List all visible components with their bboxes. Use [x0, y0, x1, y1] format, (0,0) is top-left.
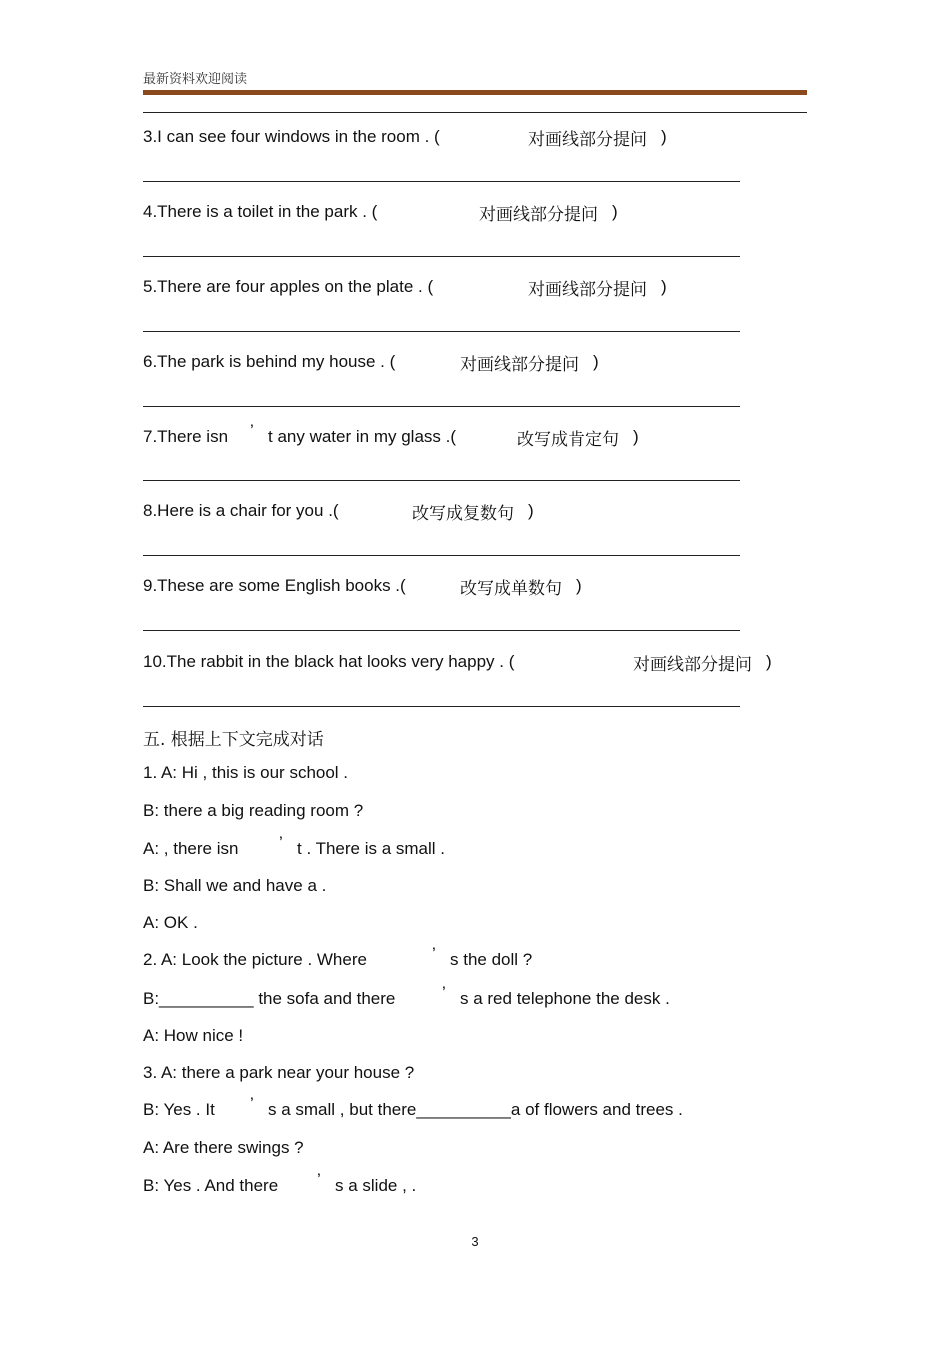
dialog-line-part-b: s the doll ? — [450, 950, 533, 969]
section-5-heading: 五. 根据上下文完成对话 — [143, 730, 324, 750]
dialog-apostrophe: ’ — [250, 1094, 254, 1113]
question-8-task: 改写成复数句 — [412, 504, 514, 524]
question-7-stem-a: 7.There isn — [143, 427, 229, 446]
page-header-text: 最新资料欢迎阅读 — [143, 71, 248, 86]
question-3-close: ) — [661, 127, 667, 146]
question-7-close: ) — [633, 427, 639, 446]
question-9-close: ) — [576, 576, 582, 595]
header-rule-thin — [143, 112, 807, 113]
question-7-stem-b: t any water in my glass .( — [268, 427, 457, 446]
dialog-line: B: there a big reading room ? — [143, 801, 364, 820]
dialog-apostrophe: ’ — [432, 944, 436, 963]
answer-line-5[interactable] — [143, 331, 740, 332]
question-10-task: 对画线部分提问 — [633, 655, 752, 675]
page-number: 3 — [471, 1234, 479, 1249]
question-7-task: 改写成肯定句 — [517, 430, 619, 450]
answer-line-4[interactable] — [143, 256, 740, 257]
dialog-line-part-b: s a slide , . — [335, 1176, 417, 1195]
question-10-close: ) — [766, 652, 772, 671]
dialog-line-part-b: t . There is a small . — [297, 839, 446, 858]
dialog-line-part-b: s a small , but there__________a of flowers and trees . — [268, 1100, 683, 1119]
question-10-stem: 10.The rabbit in the black hat looks very happy . ( — [143, 652, 515, 671]
dialog-apostrophe: ’ — [442, 983, 446, 1002]
question-4-stem: 4.There is a toilet in the park . ( — [143, 202, 378, 221]
answer-line-3[interactable] — [143, 181, 740, 182]
question-5-task: 对画线部分提问 — [528, 280, 647, 300]
question-5-close: ) — [661, 277, 667, 296]
answer-line-8[interactable] — [143, 555, 740, 556]
dialog-line-part-a: B: Yes . It — [143, 1100, 215, 1119]
dialog-line-part-a: B: Yes . And there — [143, 1176, 279, 1195]
dialog-line: A: OK . — [143, 913, 198, 932]
question-9-task: 改写成单数句 — [460, 579, 562, 599]
question-3-stem: 3.I can see four windows in the room . ( — [143, 127, 440, 146]
answer-line-6[interactable] — [143, 406, 740, 407]
question-4-task: 对画线部分提问 — [479, 205, 598, 225]
question-8-stem: 8.Here is a chair for you .( — [143, 501, 339, 520]
question-3-task: 对画线部分提问 — [528, 130, 647, 150]
question-6-close: ) — [593, 352, 599, 371]
dialog-line: A: Are there swings ? — [143, 1138, 304, 1157]
dialog-apostrophe: ’ — [279, 833, 283, 852]
question-7-apostrophe: ’ — [250, 421, 254, 440]
answer-line-10[interactable] — [143, 706, 740, 707]
dialog-line: 3. A: there a park near your house ? — [143, 1063, 415, 1082]
question-6-task: 对画线部分提问 — [460, 355, 579, 375]
question-4-close: ) — [612, 202, 618, 221]
dialog-line: A: How nice ! — [143, 1026, 244, 1045]
dialog-line-part-a: A: , there isn — [143, 839, 239, 858]
dialog-line: B: Shall we and have a . — [143, 876, 327, 895]
dialog-line-part-a: B:__________ the sofa and there — [143, 989, 396, 1008]
answer-line-9[interactable] — [143, 630, 740, 631]
dialog-line: 1. A: Hi , this is our school . — [143, 763, 349, 782]
dialog-apostrophe: ’ — [317, 1170, 321, 1189]
question-6-stem: 6.The park is behind my house . ( — [143, 352, 396, 371]
question-8-close: ) — [528, 501, 534, 520]
answer-line-7[interactable] — [143, 480, 740, 481]
question-5-stem: 5.There are four apples on the plate . ( — [143, 277, 434, 296]
question-9-stem: 9.These are some English books .( — [143, 576, 406, 595]
header-rule — [143, 90, 807, 95]
dialog-line-part-a: 2. A: Look the picture . Where — [143, 950, 367, 969]
dialog-line-part-b: s a red telephone the desk . — [460, 989, 670, 1008]
